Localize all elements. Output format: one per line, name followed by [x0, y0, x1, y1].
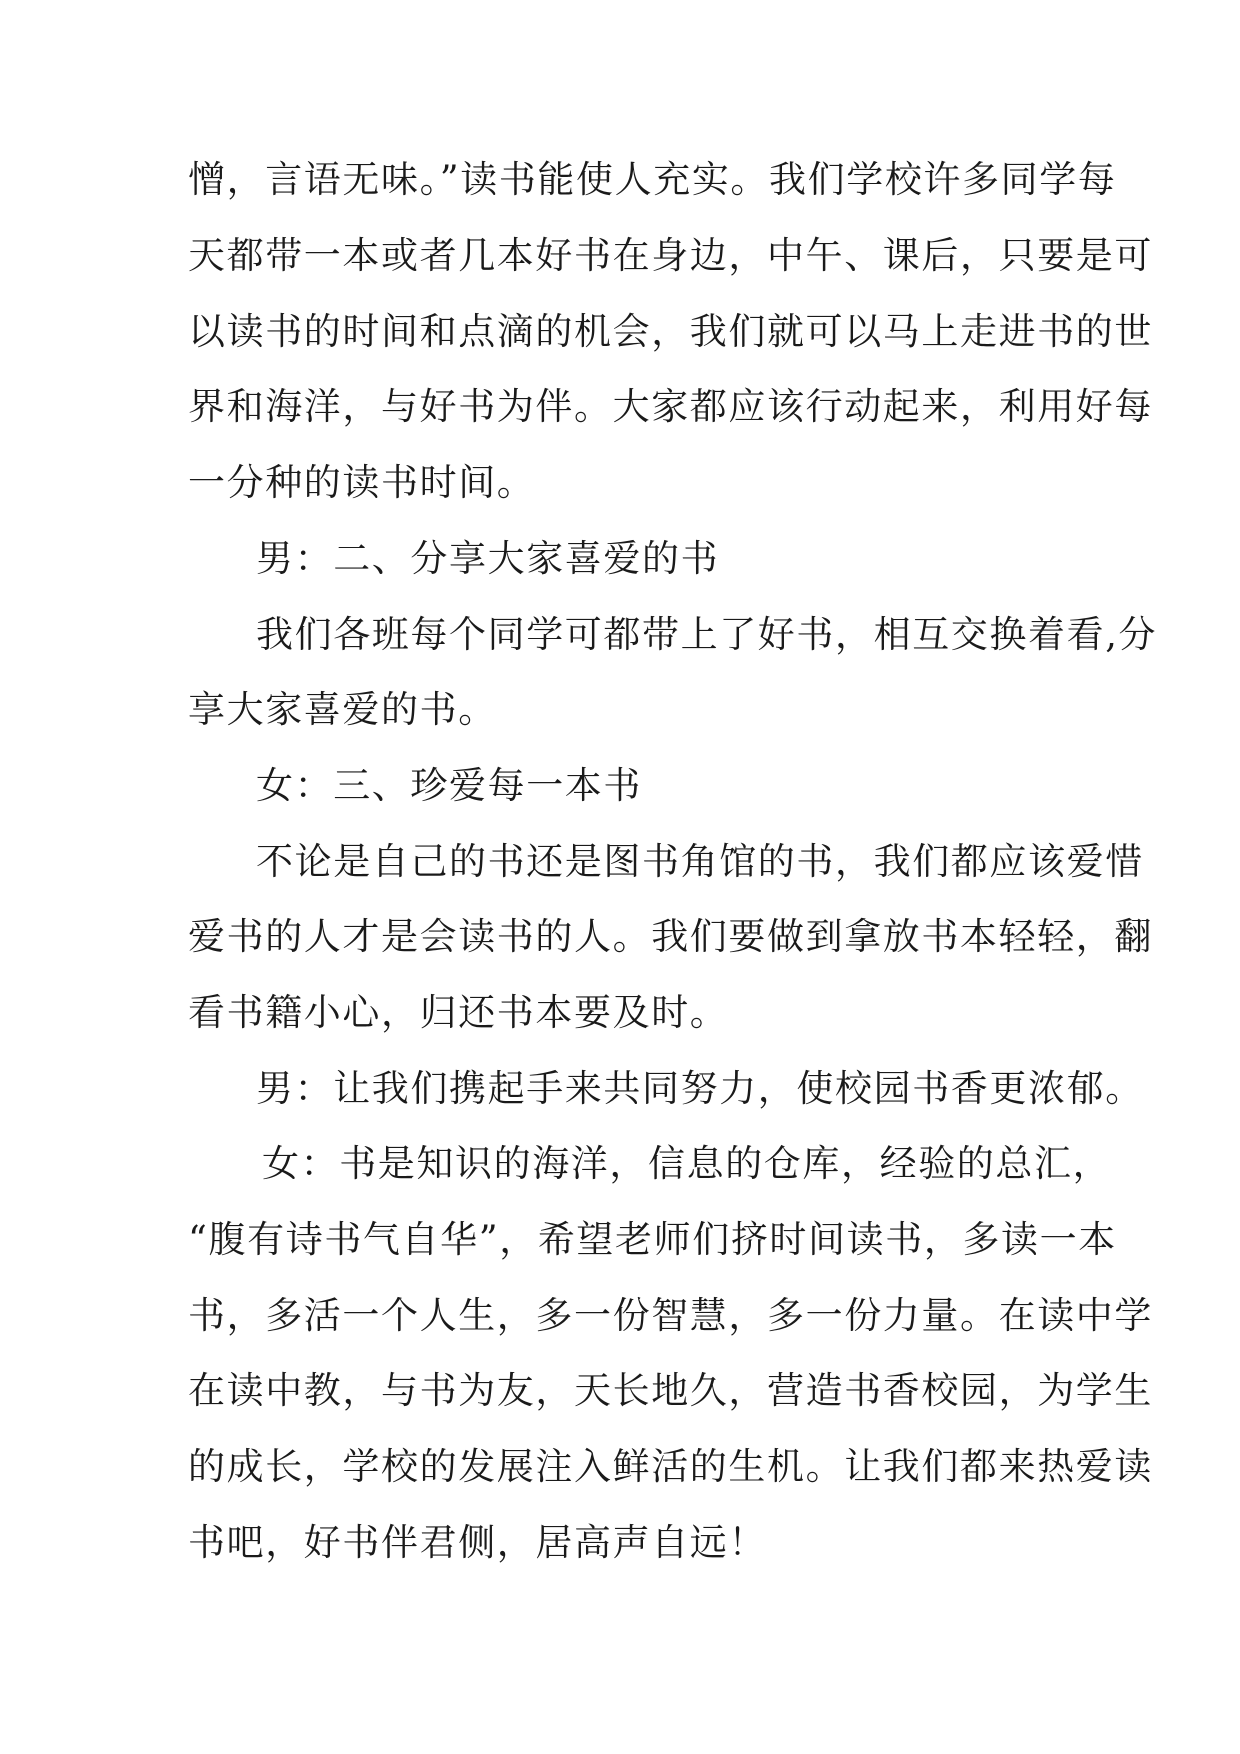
text-line: 以读书的时间和点滴的机会，我们就可以马上走进书的世	[188, 310, 1153, 353]
text-line: 的成长，学校的发展注入鲜活的生机。让我们都来热爱读	[188, 1445, 1153, 1488]
section-heading: 女：三、珍爱每一本书	[256, 764, 642, 807]
text-line: 男：让我们携起手来共同努力，使校园书香更浓郁。	[256, 1067, 1144, 1110]
text-line: 界和海洋，与好书为伴。大家都应该行动起来，利用好每	[188, 385, 1153, 428]
text-line: 不论是自己的书还是图书角馆的书，我们都应该爱惜	[256, 840, 1144, 883]
text-line: 一分种的读书时间。	[188, 461, 536, 504]
text-line: 书，多活一个人生，多一份智慧，多一份力量。在读中学	[188, 1294, 1153, 1337]
section-heading: 男：二、分享大家喜爱的书	[256, 537, 720, 580]
text-line: 女：书是知识的海洋，信息的仓库，经验的总汇，	[262, 1142, 1112, 1185]
text-line: 我们各班每个同学可都带上了好书，相互交换着看,分	[256, 613, 1158, 656]
text-line: 看书籍小心，归还书本要及时。	[188, 991, 729, 1034]
text-line: 享大家喜爱的书。	[188, 688, 497, 731]
text-line: 在读中教，与书为友，天长地久，营造书香校园，为学生	[188, 1369, 1153, 1412]
text-line: 书吧，好书伴君侧，居高声自远！	[188, 1521, 767, 1564]
text-line: 爱书的人才是会读书的人。我们要做到拿放书本轻轻，翻	[188, 915, 1153, 958]
text-line: 天都带一本或者几本好书在身边，中午、课后，只要是可	[188, 234, 1153, 277]
text-line: “腹有诗书气自华”，希望老师们挤时间读书，多读一本	[188, 1218, 1117, 1261]
text-line: 憎，言语无味。”读书能使人充实。我们学校许多同学每	[188, 158, 1117, 201]
